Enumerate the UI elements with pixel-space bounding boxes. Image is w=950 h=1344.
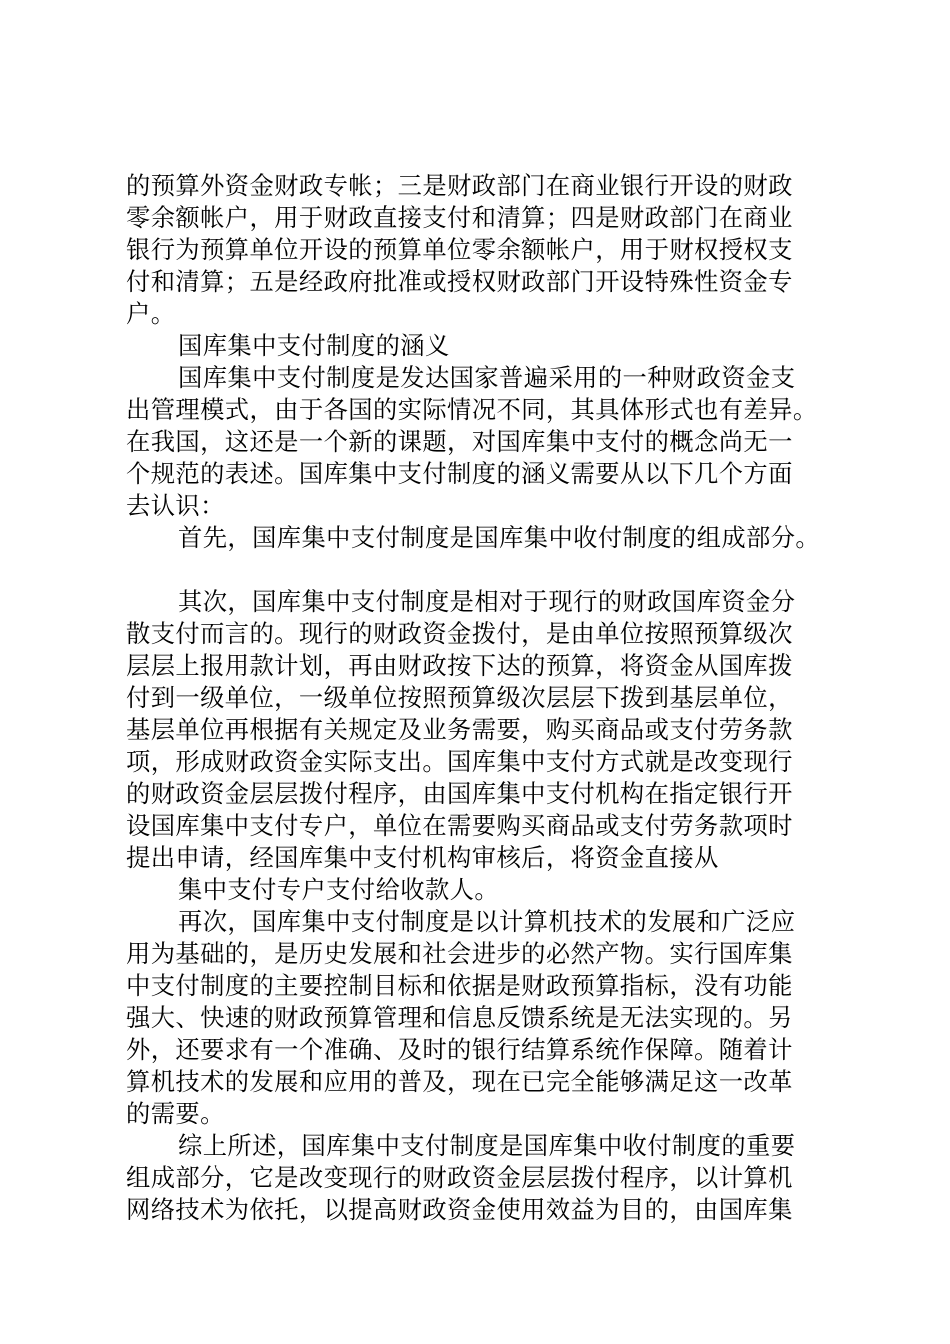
text-line: 的财政资金层层拨付程序，由国库集中支付机构在指定银行开 <box>126 779 793 808</box>
section-heading: 国库集中支付制度的涵义 <box>178 331 450 360</box>
text-line: 的预算外资金财政专帐；三是财政部门在商业银行开设的财政 <box>126 171 793 200</box>
text-line: 其次，国库集中支付制度是相对于现行的财政国库资金分 <box>178 587 796 616</box>
document-body <box>126 170 836 1226</box>
text-line: 组成部分，它是改变现行的财政资金层层拨付程序，以计算机 <box>126 1163 793 1192</box>
text-line: 国库集中支付制度是发达国家普遍采用的一种财政资金支 <box>178 363 796 392</box>
text-line: 算机技术的发展和应用的普及，现在已完全能够满足这一改革 <box>126 1067 793 1096</box>
text-line: 银行为预算单位开设的预算单位零余额帐户，用于财权授权支 <box>126 235 793 264</box>
text-line: 首先，国库集中支付制度是国库集中收付制度的组成部分。 <box>178 523 821 552</box>
text-line: 在我国，这还是一个新的课题，对国库集中支付的概念尚无一 <box>126 427 793 456</box>
text-line: 网络技术为依托，以提高财政资金使用效益为目的，由国库集 <box>126 1195 793 1224</box>
text-line: 用为基础的，是历史发展和社会进步的必然产物。实行国库集 <box>126 939 793 968</box>
text-line: 的需要。 <box>126 1099 225 1128</box>
text-line: 出管理模式，由于各国的实际情况不同，其具体形式也有差异。 <box>126 395 818 424</box>
text-line: 项，形成财政资金实际支出。国库集中支付方式就是改变现行 <box>126 747 793 776</box>
text-line: 外，还要求有一个准确、及时的银行结算系统作保障。随着计 <box>126 1035 793 1064</box>
text-line: 层层上报用款计划，再由财政按下达的预算，将资金从国库拨 <box>126 651 793 680</box>
text-line: 设国库集中支付专户，单位在需要购买商品或支付劳务款项时 <box>126 811 793 840</box>
text-line: 中支付制度的主要控制目标和依据是财政预算指标，没有功能 <box>126 971 793 1000</box>
text-line: 户。 <box>126 299 176 328</box>
blank-line <box>126 554 836 586</box>
text-line: 个规范的表述。国库集中支付制度的涵义需要从以下几个方面 <box>126 459 793 488</box>
text-line: 基层单位再根据有关规定及业务需要，购买商品或支付劳务款 <box>126 715 793 744</box>
text-line: 集中支付专户支付给收款人。 <box>178 875 500 904</box>
text-line: 付到一级单位，一级单位按照预算级次层层下拨到基层单位， <box>126 683 793 712</box>
text-line: 再次，国库集中支付制度是以计算机技术的发展和广泛应 <box>178 907 796 936</box>
text-line: 付和清算；五是经政府批准或授权财政部门开设特殊性资金专 <box>126 267 793 296</box>
text-line: 强大、快速的财政预算管理和信息反馈系统是无法实现的。另 <box>126 1003 793 1032</box>
text-line: 零余额帐户，用于财政直接支付和清算；四是财政部门在商业 <box>126 203 793 232</box>
text-line: 去认识： <box>126 491 225 520</box>
text-line: 综上所述，国库集中支付制度是国库集中收付制度的重要 <box>178 1131 796 1160</box>
text-line: 散支付而言的。现行的财政资金拨付，是由单位按照预算级次 <box>126 619 793 648</box>
text-line: 提出申请，经国库集中支付机构审核后，将资金直接从 <box>126 843 719 872</box>
